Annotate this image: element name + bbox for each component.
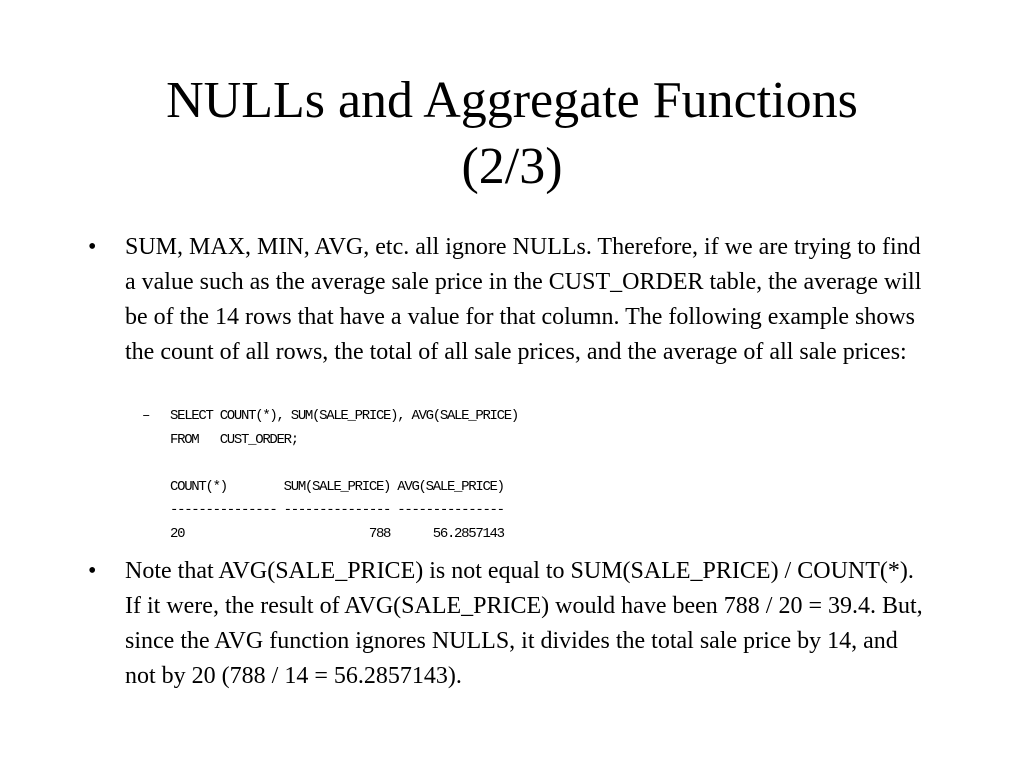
bullet-text-1: SUM, MAX, MIN, AVG, etc. all ignore NULLs. Therefore, if we are trying to find a value such as the average sale price in the CUST_ORDER table, the average will be of the 14 rows that have a value for that column. The following example shows the count of all rows, the total of all sale prices, and the average of all sale prices: [125, 234, 922, 365]
bullet-dot-icon: • [88, 234, 97, 260]
sql-example-subitem [142, 405, 842, 546]
slide-title [0, 68, 1024, 200]
bullet-item-1 [88, 230, 932, 370]
slide-title-line-1: NULLs and Aggregate Functions [166, 72, 858, 129]
sub-bullet-dash-icon: – [142, 408, 151, 424]
bullet-text-2: Note that AVG(SALE_PRICE) is not equal to SUM(SALE_PRICE) / COUNT(*). If it were, the result of AVG(SALE_PRICE) would have been 788 / 20 = 39.4. But, since the AVG function ignores NULLS, it divides the total sale price by 14, and not by 20 (788 / 14 = 56.2857143). [125, 558, 923, 689]
slide-title-line-2: (2/3) [461, 138, 563, 195]
bullet-dot-icon: • [88, 558, 97, 584]
sql-code-block: SELECT COUNT(*), SUM(SALE_PRICE), AVG(SALE_PRICE) FROM CUST_ORDER; COUNT(*) SUM(SALE_PRICE) AVG(SALE_PRICE) --------------- --------------- --------------- 20 788 56.2857143 [170, 408, 518, 542]
bullet-item-2 [88, 554, 932, 694]
